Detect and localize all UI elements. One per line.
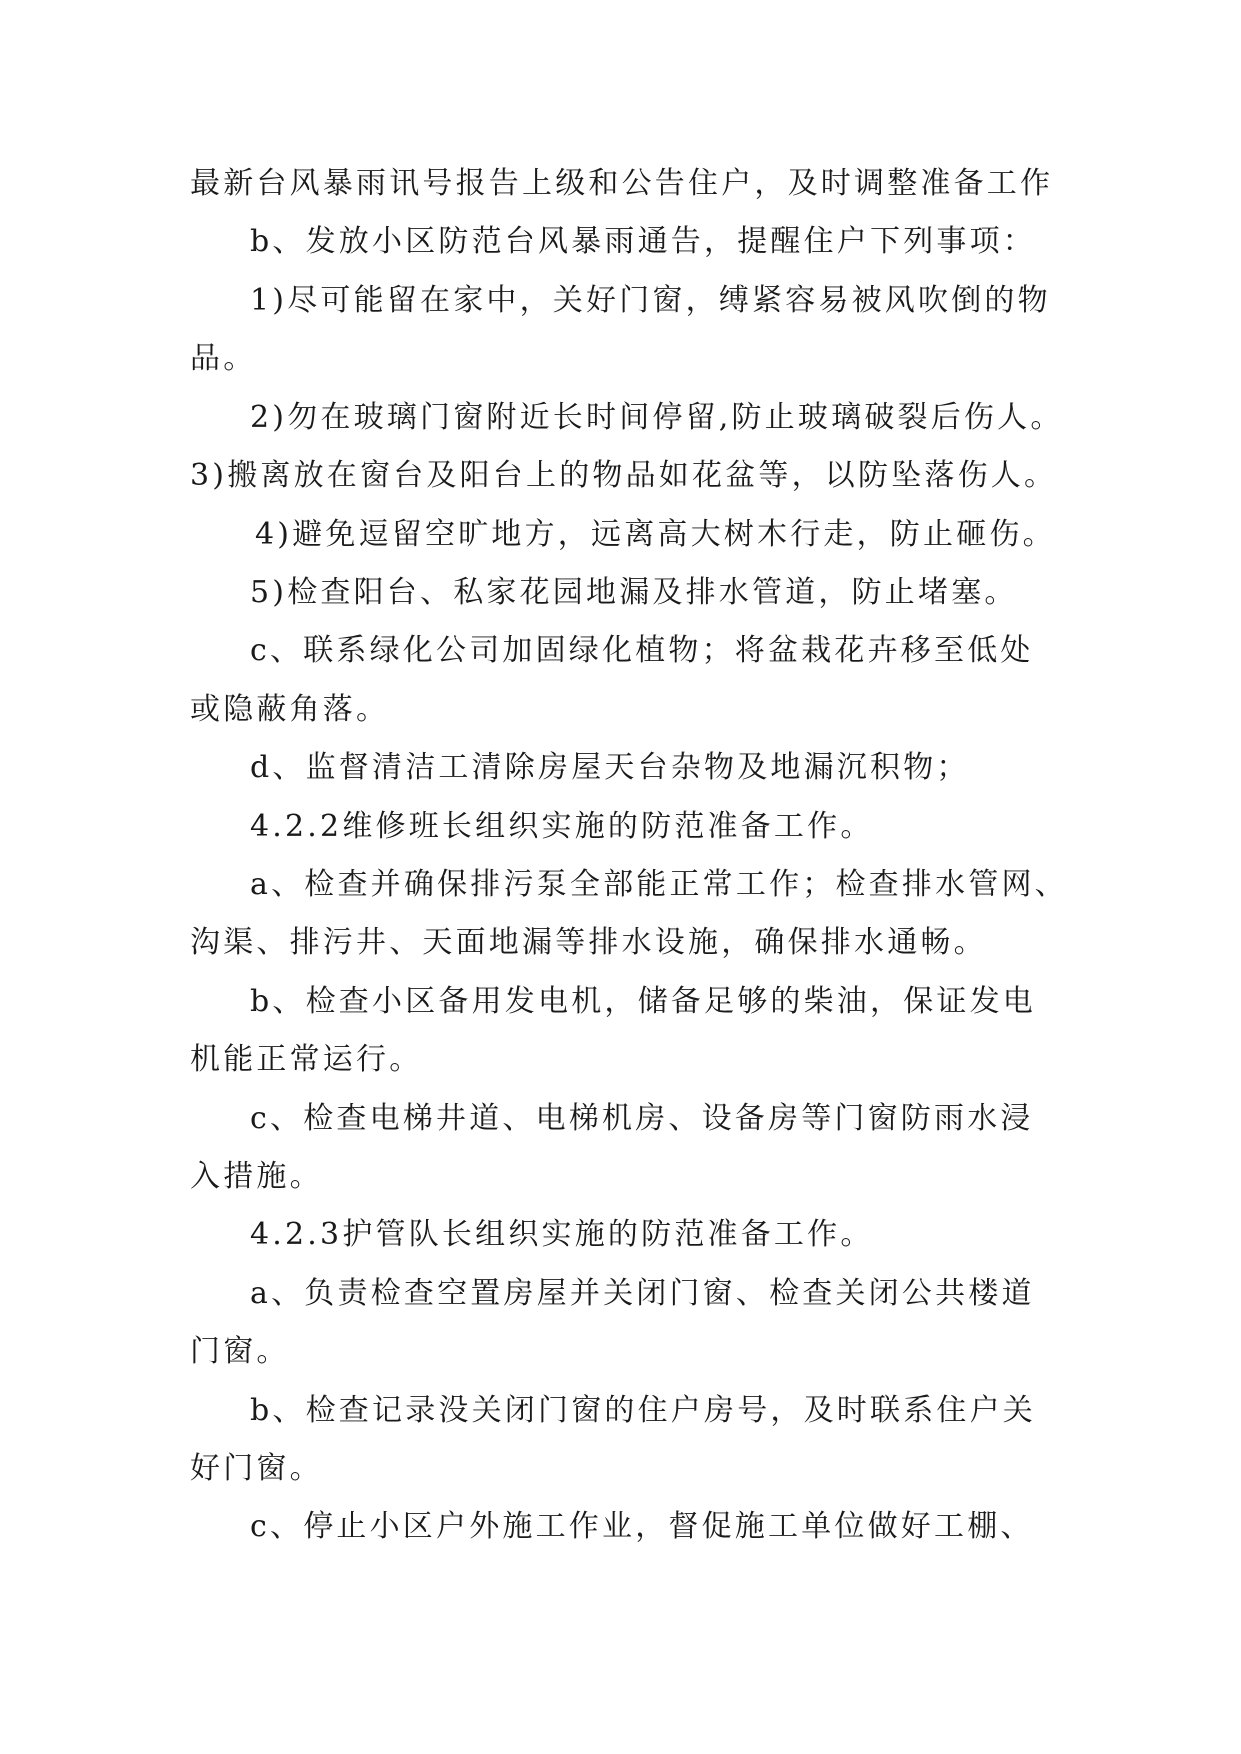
text-line: b、发放小区防范台风暴雨通告，提醒住户下列事项： [250, 224, 1037, 259]
text-line: a、负责检查空置房屋并关闭门窗、检查关闭公共楼道 [250, 1276, 1035, 1311]
text-line: 入措施。 [190, 1159, 323, 1194]
text-line: a、检查并确保排污泵全部能正常工作；检查排水管网、 [250, 867, 1068, 902]
text-line: c、停止小区户外施工作业，督促施工单位做好工棚、 [250, 1509, 1034, 1544]
text-line: 5)检查阳台、私家花园地漏及排水管道，防止堵塞。 [250, 575, 1018, 610]
text-line: 品。 [190, 341, 257, 376]
text-line: 4)避免逗留空旷地方，远离高大树木行走，防止砸伤。 [255, 517, 1056, 552]
text-line: c、联系绿化公司加固绿化植物；将盆栽花卉移至低处 [250, 633, 1034, 668]
text-line: 1)尽可能留在家中，关好门窗，缚紧容易被风吹倒的物 [250, 283, 1051, 318]
text-line: 或隐蔽角落。 [190, 692, 390, 727]
text-line: d、监督清洁工清除房屋天台杂物及地漏沉积物； [250, 750, 970, 785]
text-line: b、检查小区备用发电机，储备足够的柴油，保证发电 [250, 984, 1037, 1019]
section-heading: 4.2.3护管队长组织实施的防范准备工作。 [250, 1217, 874, 1252]
text-line: 2)勿在玻璃门窗附近长时间停留,防止玻璃破裂后伤人。 [250, 400, 1064, 435]
text-line: 门窗。 [190, 1334, 290, 1369]
text-line: 沟渠、排污井、天面地漏等排水设施，确保排水通畅。 [190, 925, 987, 960]
text-line: 最新台风暴雨讯号报告上级和公告住户，及时调整准备工作 [190, 166, 1054, 201]
text-line: 机能正常运行。 [190, 1042, 423, 1077]
text-line: 3)搬离放在窗台及阳台上的物品如花盆等，以防坠落伤人。 [190, 458, 1058, 493]
text-line: c、检查电梯井道、电梯机房、设备房等门窗防雨水浸 [250, 1101, 1034, 1136]
text-line: b、检查记录没关闭门窗的住户房号，及时联系住户关 [250, 1393, 1037, 1428]
section-heading: 4.2.2维修班长组织实施的防范准备工作。 [250, 809, 874, 844]
text-line: 好门窗。 [190, 1451, 323, 1486]
